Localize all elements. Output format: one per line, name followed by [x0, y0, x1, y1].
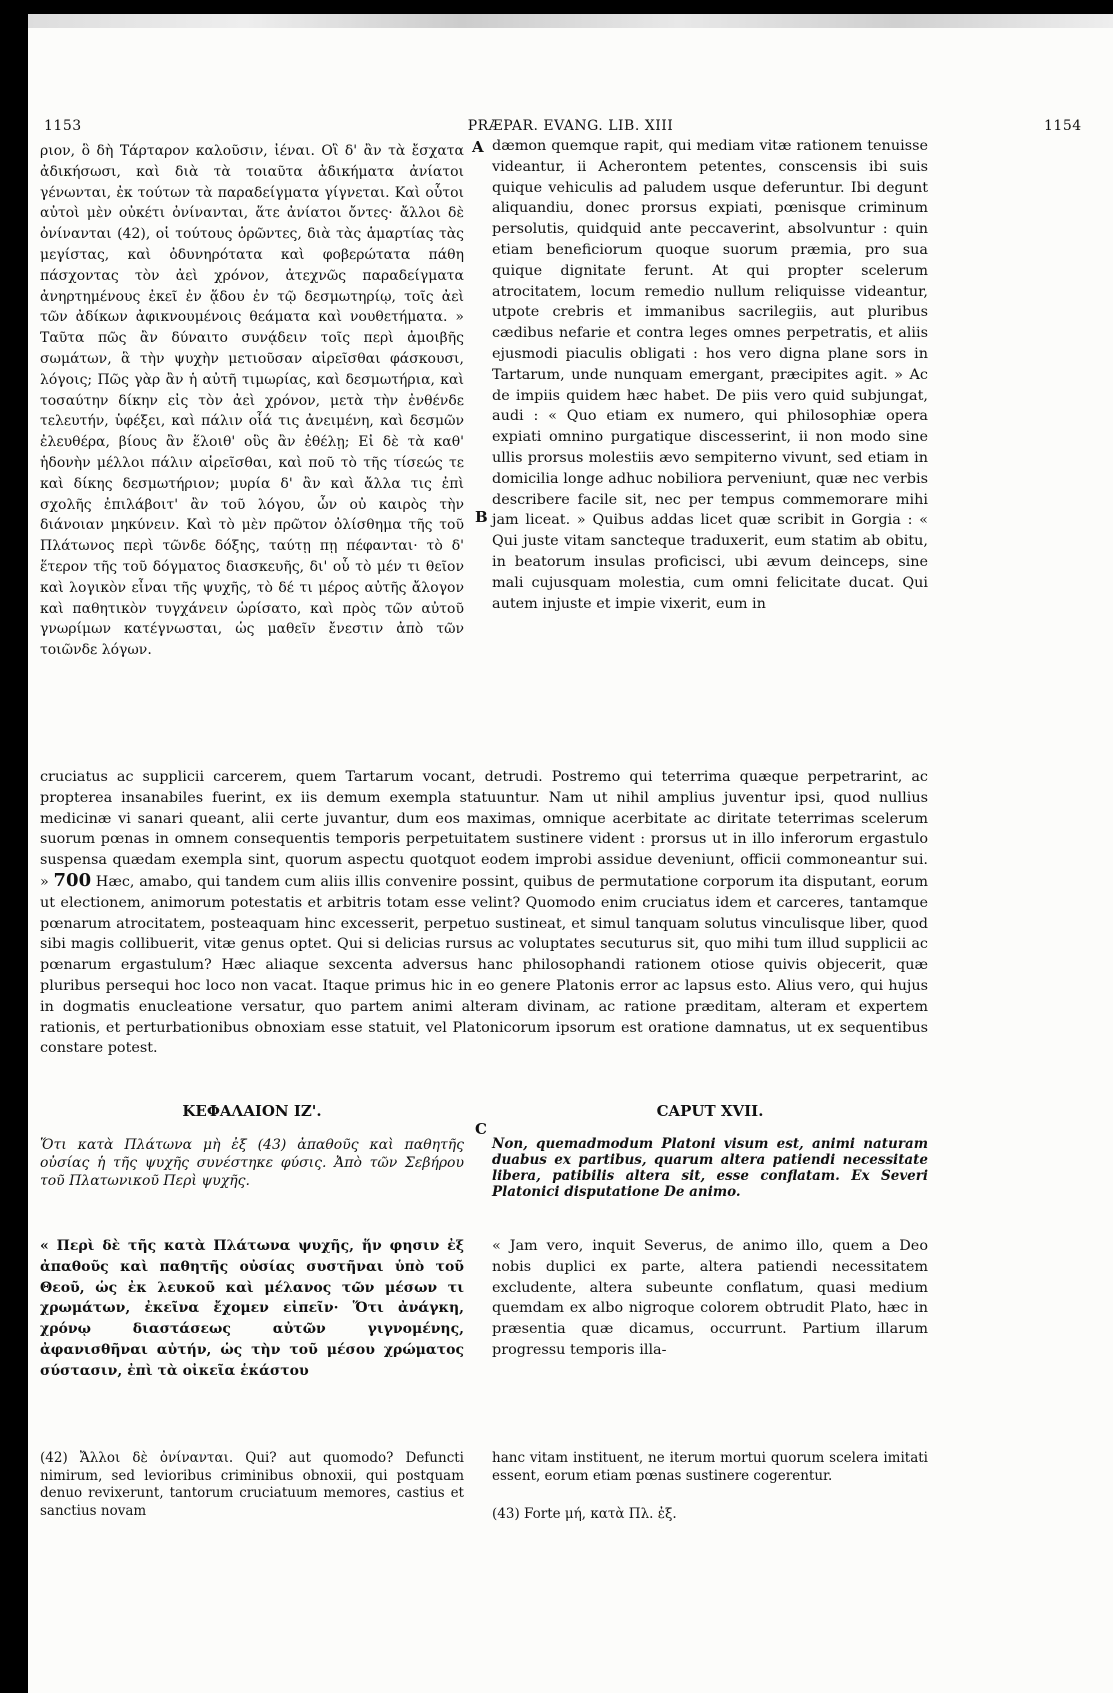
latin-column-bottom: « Jam vero, inquit Severus, de animo illo, quem a Deo nobis duplici ex parte, altera patiendi necessitatem excludente, altera subeunte conflatum, quasi medium quemdam ex albo nigroque colorem obtrudit Plato, hæc in præsentia quæ dicamus, occurrunt. Partium illarum progressu temporis illa- — [492, 1238, 928, 1358]
chapter-heading-greek: ΚΕΦΑΛΑΙΟΝ ΙΖ'. — [182, 1102, 322, 1120]
chapter-heading-latin: CAPUT XVII. — [656, 1102, 764, 1120]
page-scan — [28, 14, 1113, 1693]
chapter-summary-greek: Ὅτι κατὰ Πλάτωνα μὴ ἐξ (43) ἀπαθοῦς καὶ παθητῆς οὐσίας ἡ τῆς ψυχῆς συνέστηκε φύσις. Ἀπὸ τῶν Σεβήρου τοῦ Πλατωνικοῦ Περὶ ψυχῆς. — [40, 1137, 464, 1189]
greek-column-bottom: « Περὶ δὲ τῆς κατὰ Πλάτωνα ψυχῆς, ἥν φησιν ἐξ ἀπαθοῦς καὶ παθητῆς οὐσίας συστῆναι ὑπὸ τοῦ Θεοῦ, ὡς ἐκ λευκοῦ καὶ μέλανος τῶν μέσων τι χρωμάτων, ἐκεῖνα ἔχομεν εἰπεῖν· Ὅτι ἀνάγκη, χρόνῳ διαστάσεως αὐτῶν γιγνομένης, ἀφανισθῆναι αὐτήν, ὡς τὴν τοῦ μέσου χρώματος σύστασιν, ἐπὶ τὰ οἰκεῖα ἑκάστου — [40, 1238, 464, 1379]
scan-border — [28, 14, 1113, 28]
page-number-left: 1153 — [44, 118, 82, 134]
margin-mark-a: A — [472, 138, 484, 156]
latin-column-top: dæmon quemque rapit, qui mediam vitæ rationem tenuisse videantur, ii Acherontem petentes, conscensis ibi suis quique vehiculis ad paludem usque deferuntur. Ibi degunt aliquandiu, donec prorsus expiati, pœnisque criminum persolutis, quidquid ante peccaverint, absolvuntur : quin etiam beneficiorum quoque suorum præmia, pro sua quique dignitate ferunt. At qui propter scelerum atrocitatem, locum remedio nullum reliquisse videantur, utpote crebris et immanibus sacrilegiis, aut pluribus cædibus nefarie et contra leges omnes perpetratis, et aliis ejusmodi piaculis obligati : hos vero digna plane sors in Tartarum, unde nunquam emergant, præcipites agit. » Ac de impiis quidem hæc habet. De piis vero quid subjungat, audi : « Quo etiam ex numero, qui philosophiæ opera expiati omnino purgatique discesserint, ii non modo sine ullis prorsus molestiis ævo sempiterno vivunt, sed etiam in domicilia longe adhuc nobiliora perveniunt, quæ nec verbis describere facile sit, nec per tempus commemorare mihi jam liceat. » Quibus addas licet quæ scribit in Gorgia : « Qui juste vitam sancteque traduxerit, eum statim ab obitu, in beatorum insulas proficisci, ubi ævum deinceps, sine mali cujusquam molestia, cum omni felicitate ducat. Qui autem injuste et impie vixerit, eum in — [492, 138, 928, 612]
marginal-number: 700 — [53, 869, 92, 891]
footnote-43: (43) Forte μή, κατὰ Πλ. ἐξ. — [492, 1506, 677, 1522]
latin-full-width-text — [40, 767, 928, 1057]
latin-full-a: cruciatus ac supplicii carcerem, quem Tartarum vocant, detrudi. Postremo qui teterrima quæque perpetrarint, ac propterea insanabiles fuerint, ex iis demum exempla statuuntur. Nam ut nihil amplius juventur ipsi, quod nullius medicinæ vi sanari queant, alii certe juvantur, dum eos maximas, omnique acerbitate ac diritate teterrimas scelerum suorum pœnas in omnem consequentis temporis perpetuitatem sustinere vident : prorsus ut in illo inferorum ergastulo suspensa quædam exempla sint, quorum aspectu quotquot eodem improbi assidue deveniunt, officii commoneantur sui. » — [40, 769, 928, 890]
footnote-42-continued: hanc vitam instituent, ne iterum mortui quorum scelera imitati essent, eorum etiam pœnas sustinere cogerentur. — [492, 1450, 928, 1484]
footnote-42: (42) Ἄλλοι δὲ ὀνίνανται. Qui? aut quomodo? Defuncti nimirum, sed levioribus criminibus obnoxii, qui postquam denuo revixerunt, tantorum cruciatuum memores, castius et sanctius novam — [40, 1450, 464, 1519]
margin-mark-b: B — [475, 508, 488, 526]
page-number-right: 1154 — [1044, 118, 1082, 134]
greek-column-top: ριον, ὃ δὴ Τάρταρον καλοῦσιν, ἰέναι. Οἳ δ' ἂν τὰ ἔσχατα ἀδικήσωσι, καὶ διὰ τὰ τοιαῦτα ἀδικήματα ἀνίατοι γένωνται, ἐκ τούτων τὰ παραδείγματα γίγνεται. Καὶ οὗτοι αὐτοὶ μὲν οὐκέτι ὀνίνανται, ἅτε ἀνίατοι ὄντες· ἄλλοι δὲ ὀνίνανται (42), οἱ τούτους ὁρῶντες, διὰ τὰς ἁμαρτίας τὰς μεγίστας, καὶ ὀδυνηρότατα καὶ φοβερώτατα πάθη πάσχοντας τὸν ἀεὶ χρόνον, ἀτεχνῶς παραδείγματα ἀνηρτημένους ἐκεῖ ἐν ᾅδου ἐν τῷ δεσμωτηρίῳ, τοῖς ἀεὶ τῶν ἀδίκων ἀφικνουμένοις θεάματα καὶ νουθετήματα. » Ταῦτα πῶς ἂν δύναιτο συνᾴδειν τοῖς περὶ ἀμοιβῆς σωμάτων, ἃ τὴν ψυχὴν μετιοῦσαν αἱρεῖσθαι φάσκουσι, λόγοις; Πῶς γὰρ ἂν ἡ αὐτῆ τιμωρίας, καὶ δεσμωτήρια, καὶ τοσαύτην δίκην εἰς τὸν ἀεὶ χρόνον, μετὰ τὴν ἐνθένδε τελευτήν, ὑφέξει, καὶ πάλιν οἷά τις ἀνειμένη, καὶ δεσμῶν ἐλευθέρα, βίους ἂν ἕλοιθ' οὓς ἂν ἐθέλῃ; Εἰ δὲ τὰ καθ' ἡδονὴν μέλλοι πάλιν αἱρεῖσθαι, καὶ ποῦ τὸ τῆς τίσεώς τε καὶ δίκης δεσμωτήριον; μυρία δ' ἂν καὶ ἄλλα τις ἐπὶ σχολῆς ἐπιλάβοιτ' ἂν τοῦ λόγου, ὧν οὐ καιρὸς τὴν διάνοιαν μηκύνειν. Καὶ τὸ μὲν πρῶτον ὀλίσθημα τῆς τοῦ Πλάτωνος περὶ τῶνδε δόξης, ταύτῃ πῃ πέφανται· τὸ δ' ἕτερον τῆς τοῦ δόγματος διασκευῆς, δι' οὗ τὸ μέν τι θεῖον καὶ λογικὸν εἶναι τῆς ψυχῆς, τὸ δέ τι μέρος αὐτῆς ἄλογον καὶ παθητικὸν τυγχάνειν ὡρίσατο, καὶ πρὸς τῶν αὐτοῦ γνωρίμων κατέγνωσται, ὡς μαθεῖν ἔνεστιν ἀπὸ τῶν τοιῶνδε λόγων. — [40, 143, 464, 659]
running-title: PRÆPAR. EVANG. LIB. XIII — [467, 118, 674, 134]
chapter-summary-latin: Non, quemadmodum Platoni visum est, animi naturam duabus ex partibus, quarum altera patiendi necessitate libera, patibilis altera sit, esse conflatam. Ex Severi Platonici disputatione De animo. — [492, 1136, 928, 1200]
margin-mark-c: C — [475, 1120, 487, 1138]
latin-full-b: Hæc, amabo, qui tandem cum aliis illis convenire possint, quibus de permutatione corporum ita disputant, eorum ut electionem, animorum potestatis et arbitris totam esse velint? Quomodo enim cruciatus idem et carceres, tantamque pœnarum atrocitatem, posteaquam hinc excesserit, perpetuo sustineat, et simul tanquam solutus vinculisque liber, quod sibi magis collibuerit, vitæ genus optet. Qui si delicias rursus ac voluptates secuturus sit, quo mihi tum illud supplicii ac pœnarum ergastulum? Hæc aliaque sexcenta adversus hanc philosophandi rationem otiose quivis objecerit, quæ pluribus persequi hoc loco non vacat. Itaque primus hic in eo genere Platonis error ac lapsus esto. Alius vero, qui hujus in dogmatis enucleatione versatur, quo partem animi alteram divinam, ac ratione præditam, alteram et expertem rationis, et perturbationibus obnoxiam esse statuit, vel Platonicorum ipsorum est oratione damnatus, ut ex sequentibus constare potest. — [40, 873, 928, 1057]
